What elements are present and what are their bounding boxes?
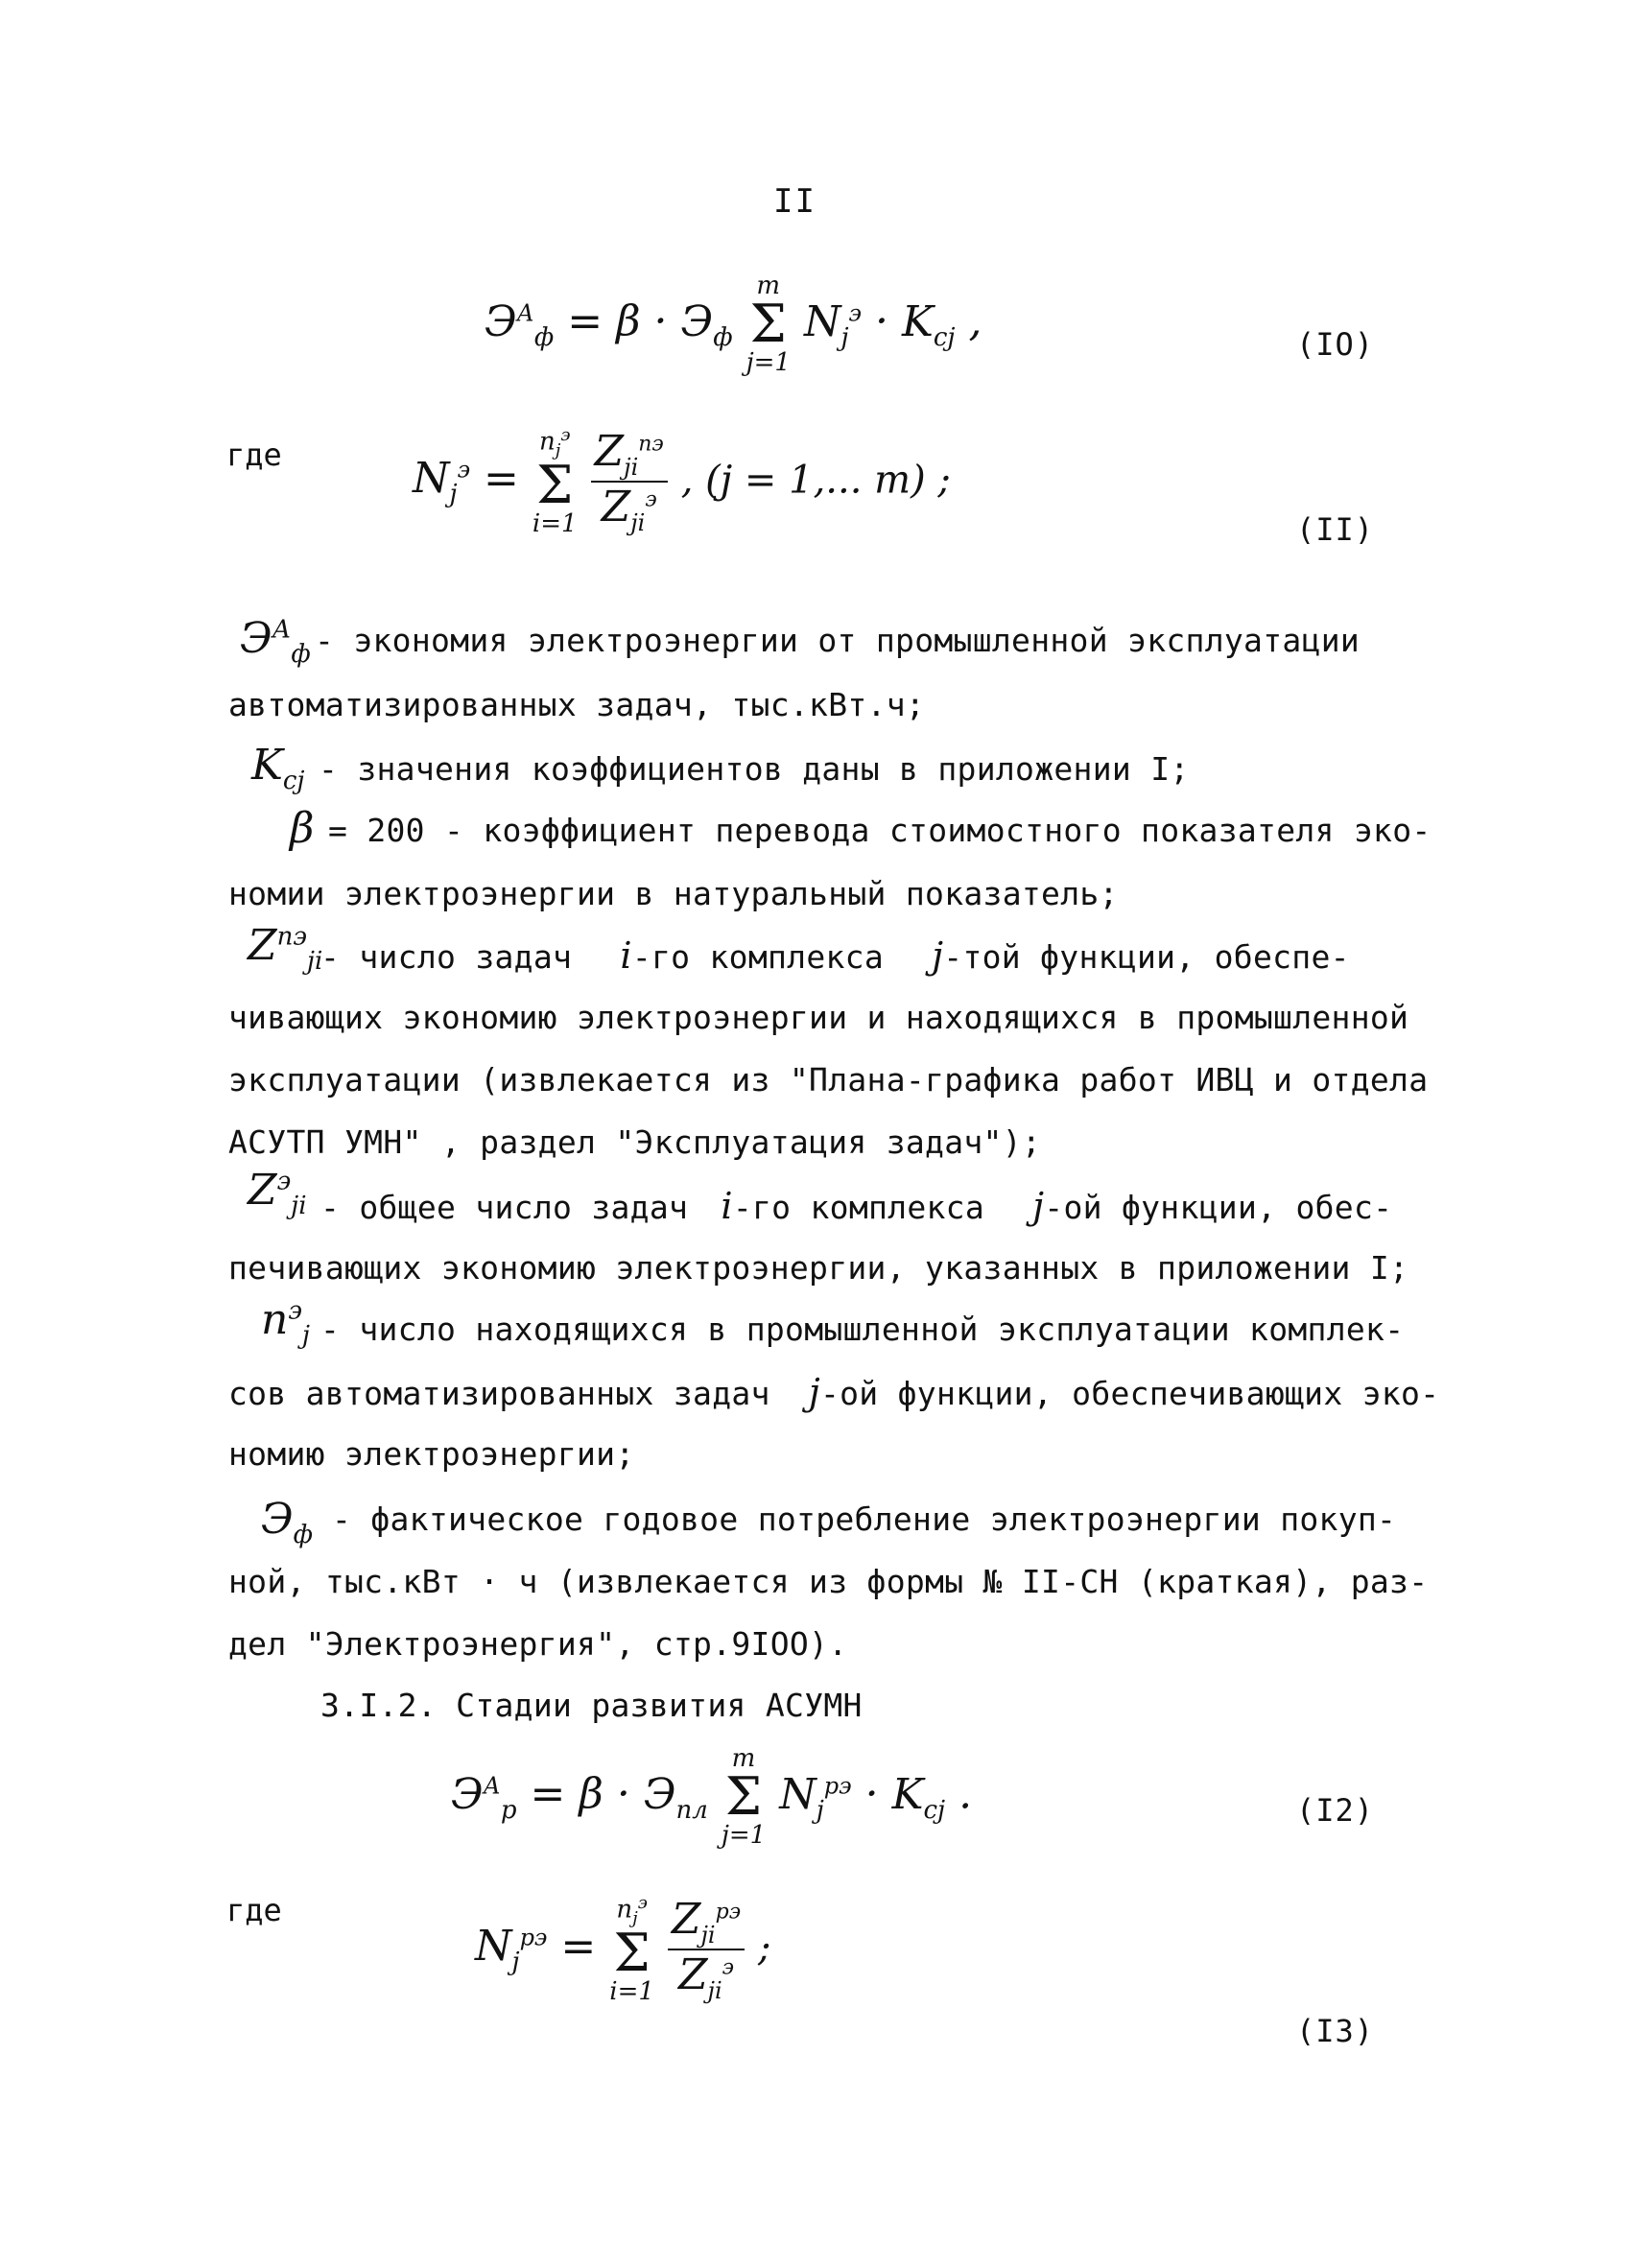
def-5-line-2: печивающих экономию электроэнергии, указанных в приложении I; (228, 1249, 1409, 1287)
formula-12-sum: m Σ j=1 (721, 1744, 767, 1850)
formula-12-lhs: $Э^А_р$ (451, 1769, 517, 1825)
formula-13-equals: = (560, 1922, 597, 1972)
def-4-line-2: чивающих экономию электроэнергии и находящихся в промышленной (228, 999, 1409, 1036)
def-2-line-1: - значения коэффициентов даны в приложении I; (319, 750, 1190, 788)
def-4-line-3: эксплуатации (извлекается из "Плана-графика работ ИВЦ и отдела (228, 1061, 1429, 1099)
formula-10-k: $K_{cj}$ (901, 296, 956, 352)
formula-13-sum: $n_j^э$ Σ i=1 (609, 1893, 654, 2006)
formula-11-number: (II) (1295, 511, 1374, 548)
formula-11-tail: , (j = 1,... m) ; (680, 458, 951, 503)
formula-11-fraction: $\frac{Z_{ji}^{пэ}}{Z_{ji}^э}$ (591, 427, 668, 536)
def-7-line-3: дел "Электроэнергия", стр.9IOO). (228, 1625, 848, 1663)
formula-12: $Э^А_р = \beta \cdot Э_{пл}$ m Σ j=1 $N_j^{рэ} \cdot K_{cj}$ . (451, 1744, 973, 1850)
formula-10-lhs: $Э^А_ф$ (485, 296, 555, 352)
def-3-symbol: β (290, 804, 315, 853)
formula-12-dot: · (616, 1769, 630, 1819)
formula-13-tail: ; (758, 1925, 771, 1971)
def-6-line-1: - число находящихся в промышленной эксплуатации комплек- (320, 1311, 1405, 1348)
def-7-line-1: - фактическое годовое потребление электроэнергии покуп- (332, 1500, 1397, 1538)
def-3-line-2: номии электроэнергии в натуральный показатель; (228, 875, 1119, 912)
section-heading: 3.I.2. Стадии развития АСУМН (320, 1687, 863, 1724)
def-4-symbol: $Z^{пэ}_{ji}$ (248, 921, 323, 976)
formula-12-number: (I2) (1295, 1792, 1374, 1829)
formula-13-fraction: $\frac{Z_{ji}^{рэ}}{Z_{ji}^э}$ (668, 1895, 745, 2004)
formula-11-lhs: $N_j^э$ (413, 454, 471, 509)
formula-10-dot: · (653, 296, 668, 346)
formula-10-tail: , (968, 296, 982, 346)
def-5-line-1: - общее число задач i-го комплекса j-ой функции, обес- (320, 1185, 1393, 1227)
def-2-symbol: $K_{cj}$ (251, 741, 305, 795)
formula-11-equals: = (484, 454, 519, 504)
def-6-line-2: сов автоматизированных задач j-ой функции, обеспечивающих эко- (228, 1371, 1440, 1413)
formula-10: $Э^А_ф = \beta \cdot Э_ф$ m Σ j=1 $N_j^э \cdot K_{cj}$ , (485, 272, 982, 377)
def-1-symbol: $Э^А_ф$ (240, 614, 311, 669)
formula-13-lhs: $N_j^{рэ}$ (475, 1922, 548, 1977)
formula-13-number: (I3) (1295, 2013, 1374, 2049)
def-1-line-1: - экономия электроэнергии от промышленной эксплуатации (315, 622, 1361, 659)
formula-10-e: $Э_ф$ (680, 296, 733, 352)
formula-10-beta: β (616, 296, 641, 346)
formula-12-k: $K_{cj}$ (891, 1769, 946, 1825)
formula-10-n: $N_j^э$ (803, 296, 862, 352)
def-3-line-1: = 200 - коэффициент перевода стоимостного показателя эко- (328, 812, 1432, 849)
formula-10-equals: = (567, 296, 604, 346)
formula-12-equals: = (530, 1769, 566, 1819)
def-7-line-2: ной, тыс.кВт · ч (извлекается из формы № II-СН (краткая), раз- (228, 1563, 1429, 1600)
formula-12-n: $N_j^{рэ}$ (779, 1769, 852, 1825)
where-word-2: где (226, 1892, 282, 1928)
formula-12-tail: . (958, 1769, 973, 1819)
where-word-1: где (226, 437, 282, 473)
formula-11 (413, 427, 951, 536)
def-7-symbol: $Э_ф$ (261, 1495, 314, 1549)
def-4-line-1: - число задач i-го комплекса j-той функции, обеспе- (320, 934, 1350, 977)
def-6-symbol: $n^э_j$ (261, 1295, 310, 1350)
formula-11-sum: $n_j^э$ Σ i=1 (532, 425, 578, 538)
formula-10-sum: m Σ j=1 (746, 272, 791, 377)
formula-12-e: $Э_{пл}$ (643, 1769, 708, 1825)
formula-10-number: (IO) (1295, 326, 1374, 363)
page-number: II (773, 182, 816, 221)
def-6-line-3: номию электроэнергии; (228, 1435, 635, 1473)
formula-12-beta: β (579, 1769, 604, 1819)
def-5-symbol: $Z^э_{ji}$ (248, 1166, 307, 1220)
formula-13 (475, 1895, 771, 2004)
def-4-line-4: АСУТП УМН" , раздел "Эксплуатация задач"); (228, 1123, 1042, 1161)
def-1-line-2: автоматизированных задач, тыс.кВт.ч; (228, 686, 926, 723)
